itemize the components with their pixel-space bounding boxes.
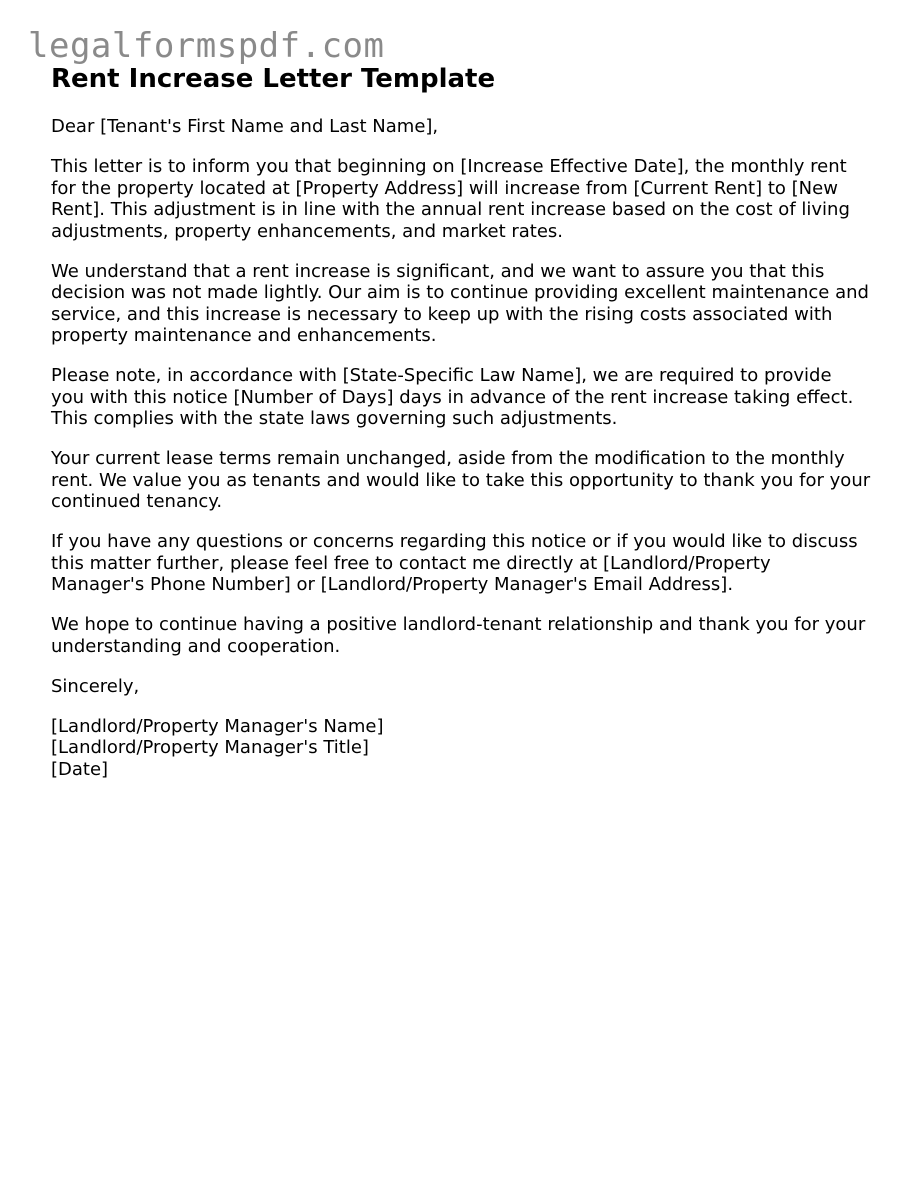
- paragraph-reason: We understand that a rent increase is significant, and we want to assure you that this decision was not made lightly. Our aim is to continue providing excellent maintenance and service, and this increase is necessary to keep up with the rising costs associated with property maintenance and enhancements.: [51, 260, 869, 346]
- paragraph-contact: If you have any questions or concerns regarding this notice or if you would like to discuss this matter further, please feel free to contact me directly at [Landlord/Property Manager's Phone Number] or [Landlord/Property Manager's Email Address].: [51, 531, 858, 595]
- watermark: legalformspdf.com: [28, 26, 385, 66]
- page-title: Rent Increase Letter Template: [51, 64, 496, 94]
- paragraph-closing-remark: We hope to continue having a positive landlord-tenant relationship and thank you for your understanding and cooperation.: [51, 614, 866, 657]
- letter-page: [51, 62, 881, 780]
- signature-title: [Landlord/Property Manager's Title]: [51, 737, 369, 758]
- salutation: Dear [Tenant's First Name and Last Name],: [51, 116, 439, 137]
- paragraph-effective-date: This letter is to inform you that beginning on [Increase Effective Date], the monthly rent for the property located at [Property Address] will increase from [Current Rent] to [New Rent]. This adjustment is in line with the annual rent increase based on the cost of living adjustments, property enhancements, and market rates.: [51, 156, 850, 242]
- closing: Sincerely,: [51, 675, 140, 697]
- signature-block: [51, 716, 881, 781]
- signature-name: [Landlord/Property Manager's Name]: [51, 715, 384, 737]
- paragraph-legal-notice: Please note, in accordance with [State-Specific Law Name], we are required to provide you with this notice [Number of Days] days in advance of the rent increase taking effect. This complies with the state laws governing such adjustments.: [51, 365, 854, 429]
- paragraph-lease-terms: Your current lease terms remain unchanged, aside from the modification to the monthly rent. We value you as tenants and would like to take this opportunity to thank you for your continued tenancy.: [51, 448, 871, 512]
- signature-date: [Date]: [51, 758, 109, 780]
